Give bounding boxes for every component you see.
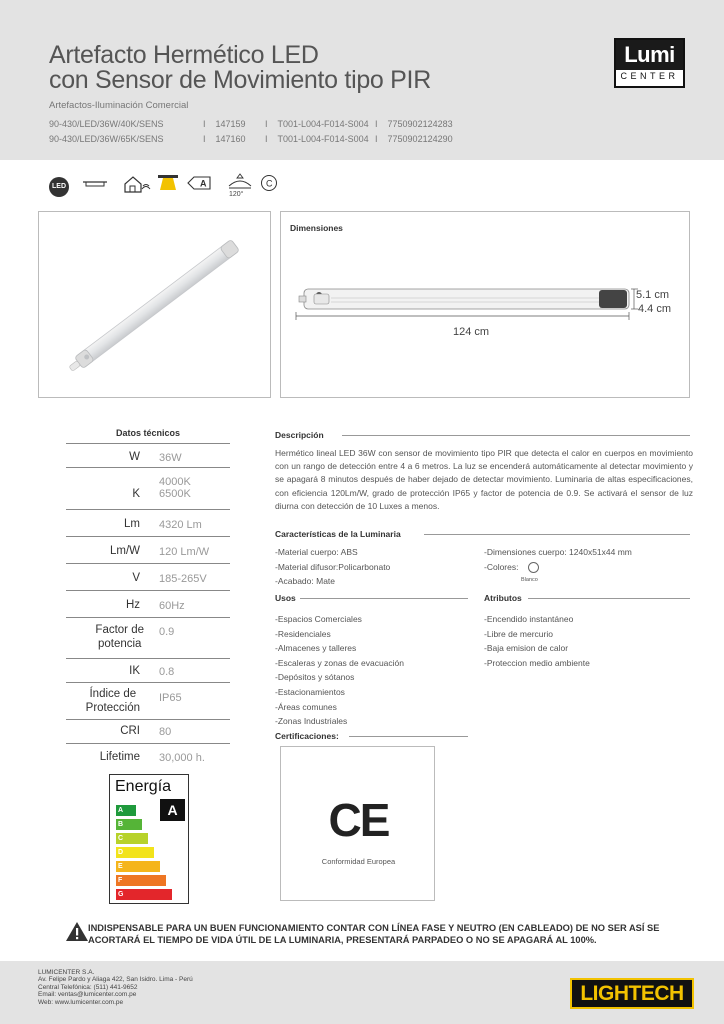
- spec-value: IP65: [159, 692, 182, 704]
- divider: [528, 598, 690, 599]
- spec-label: Índice de Protección: [85, 688, 140, 714]
- spec-row: [66, 590, 230, 618]
- lightech-logo: LIGHTECH: [570, 978, 694, 1009]
- footer: [0, 961, 724, 1024]
- list-item: -Encendido instantáneo: [484, 614, 574, 624]
- energy-bar-d: D: [116, 847, 154, 858]
- company-address: Av. Felipe Pardo y Aliaga 422, San Isidro. Lima - Perú: [38, 976, 193, 984]
- list-item: -Colores:: [484, 561, 519, 572]
- beam-angle-label: 120°: [229, 191, 244, 198]
- linear-luminaire-icon: [80, 172, 110, 194]
- list-item: -Material cuerpo: ABS: [275, 547, 358, 557]
- spec-value: 60Hz: [159, 600, 185, 612]
- spec-label: K: [132, 488, 140, 500]
- led-badge-icon: LED: [49, 177, 69, 197]
- divider: [342, 435, 690, 436]
- spec-label: Lifetime: [99, 751, 140, 763]
- spec-row: [66, 467, 230, 510]
- barcode-number: 7750902124283: [387, 119, 453, 129]
- warning-line-1: INDISPENSABLE PARA UN BUEN FUNCIONAMIENTO CONTAR CON LÍNEA FASE Y NEUTRO (EN CABLEADO) DE NO SER ASÍ SE: [88, 923, 660, 933]
- uses-list: [275, 612, 404, 729]
- energy-bar-a: A: [116, 805, 136, 816]
- divider: [300, 598, 468, 599]
- uses-title: Usos: [275, 593, 296, 603]
- spec-value: 0.8: [159, 666, 175, 678]
- spec-row: [66, 658, 230, 683]
- energy-bar-c: C: [116, 833, 148, 844]
- spec-value: 4000K 6500K: [159, 476, 191, 500]
- spec-row: [66, 443, 230, 468]
- spec-row: [66, 719, 230, 744]
- list-item: -Depósitos y sótanos: [275, 672, 355, 683]
- energy-class-icon: [185, 172, 213, 194]
- spec-label: W: [129, 451, 140, 463]
- company-name: LUMICENTER S.A.: [38, 969, 95, 976]
- spec-row: [66, 563, 230, 591]
- dimension-length: 124 cm: [453, 326, 490, 338]
- product-image-frame: [38, 211, 271, 398]
- certifications-title: Certificaciones:: [275, 731, 339, 741]
- barcode-number: 7750902124290: [387, 134, 453, 144]
- list-item: -Estacionamientos: [275, 686, 345, 697]
- attributes-list: [484, 612, 590, 670]
- attributes-title: Atributos: [484, 593, 522, 603]
- list-item: -Dimensiones cuerpo: 1240x51x44 mm: [484, 547, 632, 557]
- list-item: -Residenciales: [275, 628, 331, 639]
- product-code-row: [49, 134, 497, 144]
- list-item: -Baja emision de calor: [484, 643, 569, 654]
- page-title-line-2: con Sensor de Movimiento tipo PIR: [49, 66, 431, 94]
- list-item: -Almacenes y talleres: [275, 643, 357, 654]
- separator: I: [265, 119, 268, 129]
- energy-class-letter: A: [200, 178, 207, 189]
- separator: I: [265, 134, 268, 144]
- list-item: -Acabado: Mate: [275, 576, 336, 587]
- dimension-height-inner: 4.4 cm: [638, 303, 672, 315]
- logo-subtext: CENTER: [620, 71, 679, 81]
- spec-label: IK: [129, 665, 140, 677]
- lumicenter-logo: [614, 38, 685, 88]
- energy-bar-e: E: [116, 861, 160, 872]
- warning-text: [88, 922, 688, 946]
- energy-bar-b: B: [116, 819, 142, 830]
- beam-angle-icon: [225, 172, 255, 192]
- list-item: -Espacios Comerciales: [275, 614, 362, 624]
- dimensions-panel: [280, 211, 690, 398]
- company-email[interactable]: Email: ventas@lumicenter.com.pe: [38, 991, 137, 999]
- spec-row: [66, 617, 230, 659]
- spec-label: CRI: [120, 725, 140, 737]
- list-item: -Material difusor:Policarbonato: [275, 561, 391, 572]
- energy-title: Energía: [115, 778, 172, 795]
- dimensions-drawing: [281, 212, 689, 397]
- color-swatch-white: [528, 562, 539, 573]
- color-swatch-label: Blanco: [521, 577, 538, 583]
- features-list-right: [484, 545, 632, 574]
- energy-bar-f: F: [116, 875, 166, 886]
- reference-code: T001-L004-F014-S004: [277, 134, 369, 144]
- certification-caption: Conformidad Europea: [321, 857, 396, 866]
- certification-frame: [280, 746, 435, 901]
- spec-value: 80: [159, 726, 172, 738]
- ce-mark-icon: CE: [328, 794, 389, 846]
- page-title-line-1: Artefacto Hermético LED: [49, 41, 319, 69]
- spec-value: 36W: [159, 452, 182, 464]
- specs-title: Datos técnicos: [115, 428, 181, 438]
- separator: I: [203, 119, 206, 129]
- spec-value: 120 Lm/W: [159, 546, 210, 558]
- spec-row: [66, 682, 230, 720]
- spec-value: 185-265V: [159, 573, 207, 585]
- company-website[interactable]: Web: www.lumicenter.com.pe: [38, 998, 124, 1006]
- spec-label: Lm/W: [109, 545, 140, 557]
- features-title: Características de la Luminaria: [275, 529, 401, 539]
- divider: [424, 534, 690, 535]
- list-item: -Proteccion medio ambiente: [484, 657, 590, 668]
- separator: I: [375, 134, 378, 144]
- divider: [349, 736, 468, 737]
- house-sensor-icon: [121, 172, 153, 194]
- list-item: -Libre de mercurio: [484, 628, 553, 639]
- description-title: Descripción: [275, 430, 324, 440]
- energy-bar-g: G: [116, 889, 172, 900]
- company-info: [38, 969, 193, 1006]
- company-phone: Central Telefónica: (511) 441-9652: [38, 983, 138, 991]
- spec-label: Lm: [124, 518, 140, 530]
- dimensions-title: Dimensiones: [290, 223, 343, 233]
- reference-code: T001-L004-F014-S004: [277, 119, 369, 129]
- product-photo: [39, 212, 270, 397]
- warning-icon: [65, 920, 89, 942]
- class-c-icon: [259, 172, 279, 194]
- ceiling-light-icon: [156, 172, 180, 194]
- list-item: -Zonas Industriales: [275, 716, 348, 727]
- features-list-left: [275, 545, 390, 589]
- energy-class-badge: A: [160, 799, 185, 821]
- list-item: -Escaleras y zonas de evacuación: [275, 657, 404, 668]
- spec-value: 4320 Lm: [159, 519, 202, 531]
- warning-line-2: ACORTARÁ EL TIEMPO DE VIDA ÚTIL DE LA LUMINARIA, PRESENTARÁ PARPADEO O NO SE APAGARÁ AL 100%.: [88, 935, 597, 945]
- spec-label: V: [132, 572, 140, 584]
- separator: I: [375, 119, 378, 129]
- spec-row: [66, 536, 230, 564]
- product-code-row: [49, 119, 497, 129]
- spec-value: 0.9: [159, 626, 175, 638]
- spec-label: Hz: [125, 599, 140, 611]
- list-item: -Áreas comunes: [275, 701, 337, 712]
- model-code: 90-430/LED/36W/65K/SENS: [49, 134, 164, 144]
- class-c-letter: C: [266, 178, 273, 189]
- spec-label: Factor de potencia: [95, 624, 144, 650]
- item-code: 147160: [215, 134, 246, 144]
- logo-wordmark: Lumi: [616, 40, 683, 70]
- separator: I: [203, 134, 206, 144]
- category-subtitle: Artefactos-Iluminación Comercial: [49, 100, 189, 111]
- spec-row: [66, 743, 230, 768]
- description-text: Hermético lineal LED 36W con sensor de movimiento tipo PIR que detecta el calor en cuerpos en movimiento con un rango de detección entre 4 a 6 metros. La luz se encenderá automáticamente al detectar movimiento y se apagará 8 minutos después de haber dejado de detectar movimiento. Luminaria de altas especificaciones, con eficiencia 120Lm/W, grado de protección IP65 y factor de potencia de 0.9. Se activará el sensor de luz diurna con detección de 10 Luxes a menos.: [275, 448, 693, 511]
- spec-row: [66, 509, 230, 537]
- item-code: 147159: [215, 119, 246, 129]
- header-band: [0, 0, 724, 160]
- spec-value: 30,000 h.: [159, 752, 205, 764]
- dimension-height-outer: 5.1 cm: [636, 289, 670, 301]
- energy-label: [109, 774, 189, 904]
- model-code: 90-430/LED/36W/40K/SENS: [49, 119, 164, 129]
